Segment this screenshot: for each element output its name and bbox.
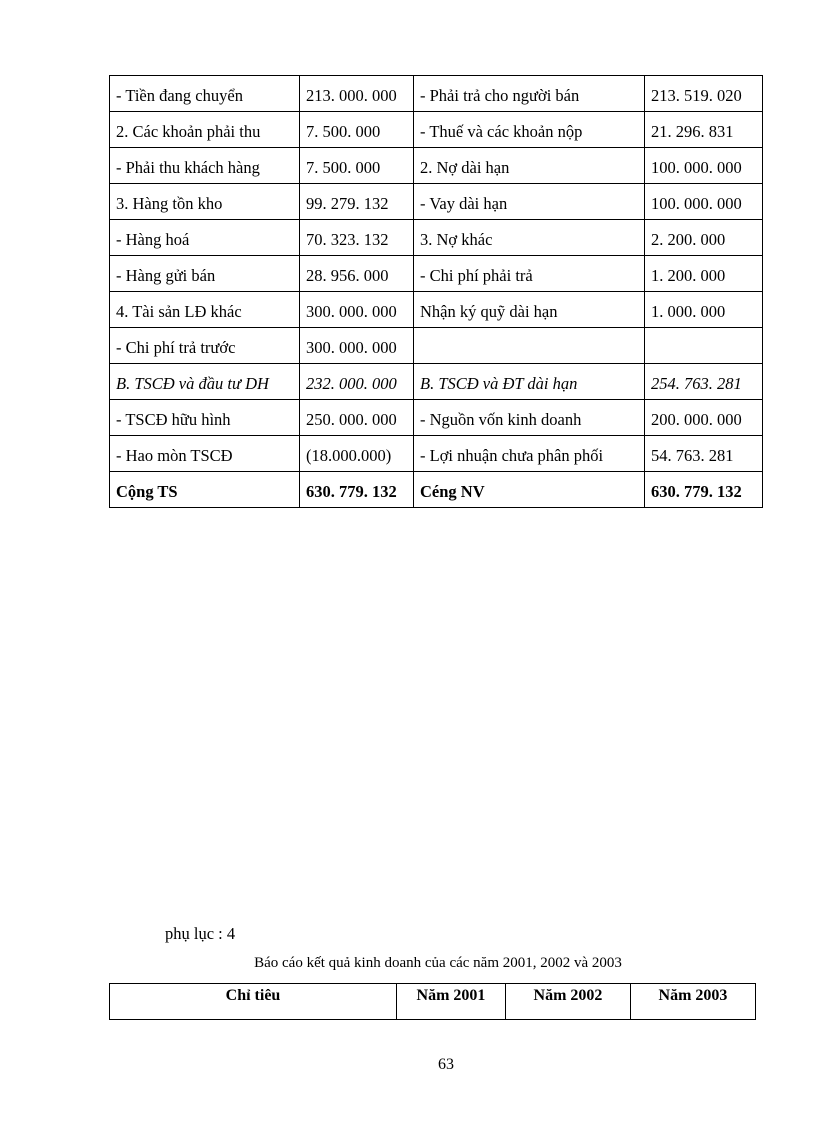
table-row (110, 472, 763, 508)
asset-label: - TSCĐ hữu hình (110, 400, 300, 436)
report-header-row (110, 984, 756, 1020)
asset-value: 250. 000. 000 (300, 400, 414, 436)
asset-value: 28. 956. 000 (300, 256, 414, 292)
source-label: - Vay dài hạn (414, 184, 645, 220)
asset-label: B. TSCĐ và đầu tư DH (110, 364, 300, 400)
source-value: 1. 000. 000 (645, 292, 763, 328)
balance-sheet-body (110, 76, 763, 508)
source-label: 3. Nợ khác (414, 220, 645, 256)
asset-label: 2. Các khoản phải thu (110, 112, 300, 148)
table-row (110, 256, 763, 292)
asset-label: - Hao mòn TSCĐ (110, 436, 300, 472)
table-row (110, 184, 763, 220)
source-label: - Lợi nhuận chưa phân phối (414, 436, 645, 472)
asset-value: 70. 323. 132 (300, 220, 414, 256)
source-value: 1. 200. 000 (645, 256, 763, 292)
asset-value: 300. 000. 000 (300, 292, 414, 328)
report-header-table (109, 983, 756, 1020)
asset-value: (18.000.000) (300, 436, 414, 472)
asset-value: 630. 779. 132 (300, 472, 414, 508)
source-label: B. TSCĐ và ĐT dài hạn (414, 364, 645, 400)
header-nam-2003: Năm 2003 (631, 984, 756, 1020)
source-label: - Chi phí phải trả (414, 256, 645, 292)
source-label: 2. Nợ dài hạn (414, 148, 645, 184)
asset-label: - Tiền đang chuyển (110, 76, 300, 112)
source-label: - Nguồn vốn kinh doanh (414, 400, 645, 436)
balance-sheet-table (109, 75, 763, 508)
asset-value: 99. 279. 132 (300, 184, 414, 220)
table-row (110, 400, 763, 436)
source-value: 2. 200. 000 (645, 220, 763, 256)
source-value (645, 328, 763, 364)
asset-value: 213. 000. 000 (300, 76, 414, 112)
header-nam-2002: Năm 2002 (506, 984, 631, 1020)
source-value: 100. 000. 000 (645, 184, 763, 220)
source-value: 54. 763. 281 (645, 436, 763, 472)
source-value: 100. 000. 000 (645, 148, 763, 184)
asset-value: 7. 500. 000 (300, 112, 414, 148)
asset-label: Cộng TS (110, 472, 300, 508)
source-label: Nhận ký quỹ dài hạn (414, 292, 645, 328)
table-row (110, 148, 763, 184)
page-number: 63 (438, 1056, 454, 1073)
header-nam-2001: Năm 2001 (397, 984, 506, 1020)
header-chi-tieu: Chỉ tiêu (110, 984, 397, 1020)
asset-label: - Chi phí trả trước (110, 328, 300, 364)
asset-label: 3. Hàng tồn kho (110, 184, 300, 220)
report-title: Báo cáo kết quả kinh doanh của các năm 2001, 2002 và 2003 (254, 955, 622, 971)
table-row (110, 328, 763, 364)
source-value: 21. 296. 831 (645, 112, 763, 148)
table-row (110, 112, 763, 148)
asset-value: 7. 500. 000 (300, 148, 414, 184)
table-row (110, 292, 763, 328)
table-row (110, 76, 763, 112)
asset-label: - Hàng hoá (110, 220, 300, 256)
asset-label: - Hàng gửi bán (110, 256, 300, 292)
source-label: Céng NV (414, 472, 645, 508)
table-row (110, 364, 763, 400)
asset-label: 4. Tài sản LĐ khác (110, 292, 300, 328)
source-value: 213. 519. 020 (645, 76, 763, 112)
source-label: - Phải trả cho người bán (414, 76, 645, 112)
table-row (110, 436, 763, 472)
asset-label: - Phải thu khách hàng (110, 148, 300, 184)
source-value: 254. 763. 281 (645, 364, 763, 400)
appendix-caption: phụ lục : 4 (165, 924, 236, 943)
asset-value: 232. 000. 000 (300, 364, 414, 400)
source-label: - Thuế và các khoản nộp (414, 112, 645, 148)
table-row (110, 220, 763, 256)
asset-value: 300. 000. 000 (300, 328, 414, 364)
source-value: 200. 000. 000 (645, 400, 763, 436)
source-value: 630. 779. 132 (645, 472, 763, 508)
source-label (414, 328, 645, 364)
